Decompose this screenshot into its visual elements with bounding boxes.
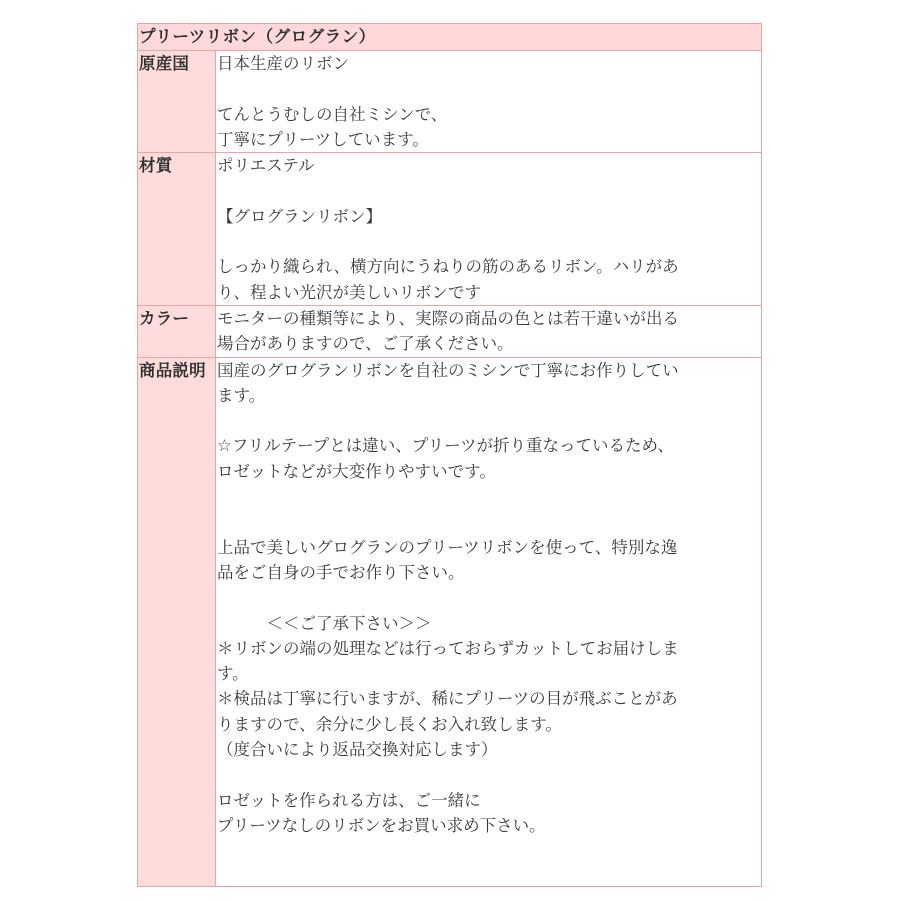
text-line: 品をご自身の手でお作り下さい。 xyxy=(217,562,465,582)
row-value xyxy=(216,305,762,357)
text-line: 日本生産のリボン xyxy=(217,54,349,73)
text-line: 上品で美しいグログランのプリーツリボンを使って、特別な逸 xyxy=(217,537,678,557)
row-label: 原産国 xyxy=(138,51,216,153)
text-line: ロゼットを作られる方は、ご一緒に xyxy=(217,790,481,810)
text-line: ポリエステル xyxy=(217,156,315,176)
text-line xyxy=(217,408,760,433)
text-line: ＊検品は丁寧に行いますが、稀にプリーツの目が飛ぶことがあ xyxy=(217,689,678,709)
text-line xyxy=(217,509,760,534)
text-line xyxy=(217,229,760,254)
text-line: しっかり織られ、横方向にうねりの筋のあるリボン。ハリがあ xyxy=(217,257,679,277)
text-line: 場合がありますので、ご了承ください。 xyxy=(217,334,514,354)
text-line: ＊リボンの端の処理などは行っておらずカットしてお届けしま xyxy=(217,638,679,658)
table-row-description xyxy=(138,357,762,886)
text-line xyxy=(217,484,760,509)
text-line: り、程よい光沢が美しいリボンです xyxy=(217,282,481,302)
text-line: ＜＜ご了承下さい＞＞ xyxy=(217,613,432,633)
text-line: ☆フリルテープとは違い、プリーツが折り重なっているため、 xyxy=(217,436,674,456)
text-line xyxy=(217,585,760,610)
row-value xyxy=(216,357,762,886)
text-line: 丁寧にプリーツしています。 xyxy=(217,129,429,149)
row-value xyxy=(216,153,762,306)
table-title-row xyxy=(138,24,762,51)
row-value xyxy=(216,51,762,153)
row-label: カラー xyxy=(138,305,216,357)
text-line: てんとうむしの自社ミシンで、 xyxy=(217,104,448,124)
text-line: す。 xyxy=(217,664,249,684)
table-title: プリーツリボン（グログラン） xyxy=(138,24,762,51)
product-spec-table xyxy=(137,23,762,887)
text-line: 国産のグログランリボンを自社のミシンで丁寧にお作りしてい xyxy=(217,360,679,380)
text-line: モニターの種類等により、実際の商品の色とは若干違いが出る xyxy=(217,308,679,328)
table-row-material xyxy=(138,153,762,306)
row-label: 商品説明 xyxy=(138,357,216,886)
text-line xyxy=(217,76,760,101)
row-label: 材質 xyxy=(138,153,216,306)
text-line xyxy=(217,178,760,203)
text-line: 【グログランリボン】 xyxy=(217,206,382,226)
text-line: （度合いにより返品交換対応します） xyxy=(217,740,498,760)
text-line: ます。 xyxy=(217,385,266,405)
text-line: りますので、余分に少し長くお入れ致します。 xyxy=(217,714,562,734)
text-line: ロゼットなどが大変作りやすいです。 xyxy=(217,461,496,481)
table-row-color xyxy=(138,305,762,357)
text-line: プリーツなしのリボンをお買い求め下さい。 xyxy=(217,815,546,835)
table-row-origin xyxy=(138,51,762,153)
text-line xyxy=(217,762,760,787)
